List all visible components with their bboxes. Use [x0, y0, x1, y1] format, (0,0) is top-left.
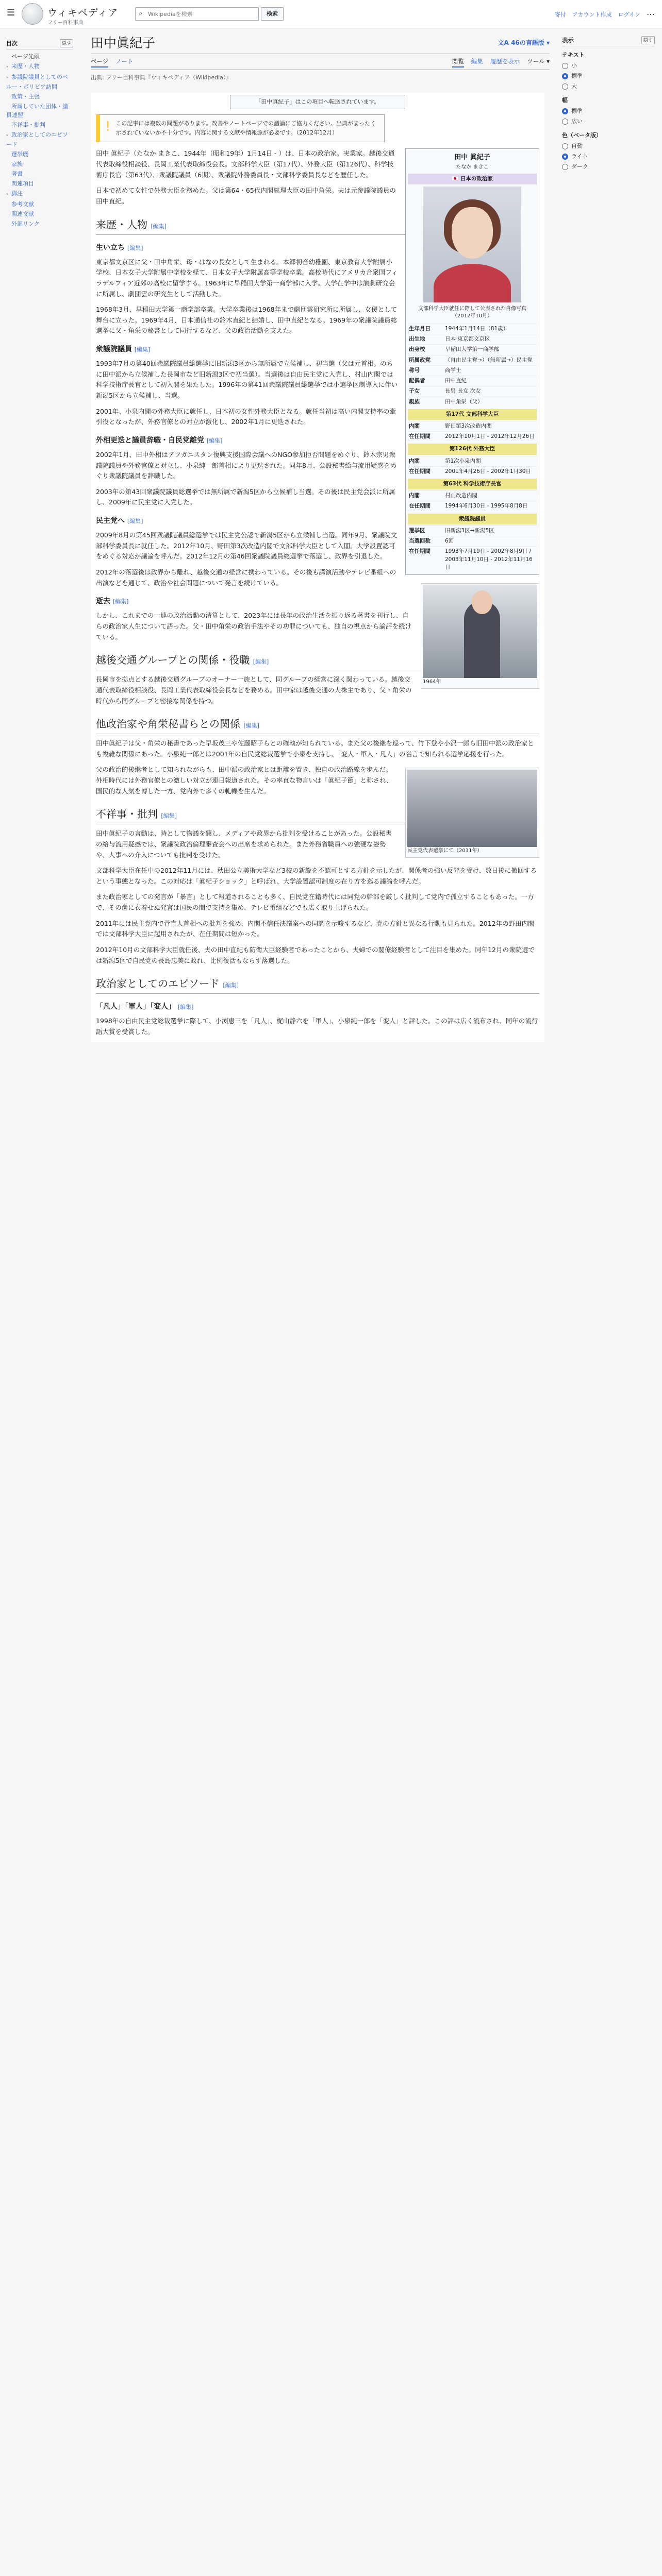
chevron-right-icon[interactable]: › — [6, 192, 8, 197]
section-heading: 政治家としてのエピソード [編集] — [96, 975, 539, 994]
translate-icon: 文A — [498, 39, 511, 46]
color-label: 色（ベータ版） — [562, 132, 602, 139]
tab-page[interactable]: ページ — [91, 57, 108, 67]
toc-title: 目次 — [6, 40, 18, 47]
paragraph: 1993年7月の第40回衆議院議員総選挙に旧新潟3区から無所属で立候補し、初当選（父は元首相。のちに田中派から立候補した長岡市など旧新潟3区で初当選）。当選後は自由民主党に入党し、村山内閣では科学技術庁長官として初入閣を果たした。1996年の第41回衆議院議員総選挙では小選挙区制導入に伴い新潟5区から立候補し、当選。 — [96, 360, 398, 399]
title-area — [91, 31, 550, 84]
toc-item[interactable]: › 来歴・人物 — [6, 61, 73, 72]
color-dark-radio[interactable]: ダーク — [562, 162, 655, 172]
edit-section-link[interactable]: [編集] — [112, 598, 129, 605]
toc-item[interactable]: 不祥事・批判 — [11, 122, 45, 128]
infobox-row: 選挙区 旧新潟3区→新潟5区 — [408, 526, 537, 536]
warning-icon: ! — [105, 119, 111, 135]
section-heading: 衆議院議員 [編集] — [96, 345, 151, 354]
tab-talk[interactable]: ノート — [115, 58, 134, 65]
edit-section-link[interactable]: [編集] — [134, 346, 151, 353]
color-light-radio[interactable]: ライト — [562, 151, 655, 162]
paragraph: 2001年、小泉内閣の外務大臣に就任し、日本初の女性外務大臣となる。就任当初は高い内閣支持率の牽引役となったが、外務官僚との対立が激化し、2002年1月に更迭された。 — [96, 407, 396, 426]
section-heading: 越後交通グループとの関係・役職 [編集] — [96, 652, 539, 670]
toc-item[interactable]: 参考文献 — [11, 201, 34, 208]
infobox-kana: たなか まきこ — [456, 164, 489, 171]
tab-tools[interactable]: ツール ▾ — [527, 58, 550, 65]
toc-item[interactable]: 家族 — [11, 161, 23, 167]
infobox-row: 出生地 日本 東京都文京区 — [408, 334, 537, 344]
paragraph: 父の政治的後継者として知られながらも、田中派の政治家とは距離を置き、独自の政治路線を歩んだ。外相時代には外務官僚との激しい対立が連日報道された。その率直な物言いは「眞紀子節」と称され、国民的な人気を博した一方、党内外で多くの軋轢を生んだ。 — [96, 766, 393, 795]
toc-item[interactable]: › 脚注 — [6, 189, 73, 199]
toc-item[interactable]: 政策・主張 — [11, 93, 40, 100]
maintenance-text: この記事には複数の問題があります。改善やノートページでの議論にご協力ください。出典がまったく示されていないか不十分です。内容に関する文献や情報源が必要です。（2012年12月） — [115, 120, 376, 137]
edit-section-link[interactable]: [編集] — [161, 812, 177, 820]
text-large-radio[interactable]: 大 — [562, 81, 655, 92]
tab-history[interactable]: 履歴を表示 — [490, 58, 520, 65]
section-heading: 生い立ち [編集] — [96, 243, 143, 252]
paragraph: 2003年の第43回衆議院議員総選挙では無所属で新潟5区から立候補し当選。その後は民主党会派に所属し、2009年に民主党に入党した。 — [96, 487, 395, 506]
infobox-row: 配偶者 田中直紀 — [408, 376, 537, 386]
paragraph: 2002年1月、田中外相はアフガニスタン復興支援国際会議へのNGO参加拒否問題をめぐり、鈴木宗男衆議院議員や外務官僚と対立し、小泉純一郎首相により更迭された。同年8月、公設秘書給与流用疑惑をめぐり衆議院議員を辞職した。 — [96, 450, 396, 480]
text-size-label: テキスト — [562, 52, 585, 58]
japan-flag-icon: 🇯🇵 — [452, 175, 460, 182]
toc-item[interactable]: 所属していた団体・議員連盟 — [6, 103, 68, 118]
search-icon: ⌕ — [139, 10, 143, 18]
thumb-caption: 民主党代表選挙にて（2011年） — [407, 848, 483, 854]
paragraph: 2012年の落選後は政界から離れ、越後交通の経営に携わっている。その後も講演活動やテレビ番組への出演などを通じて、政治や社会問題について発言を続けている。 — [96, 568, 396, 587]
paragraph: 1998年の自由民主党総裁選挙に際して、小渕恵三を「凡人」、梶山静六を「軍人」、小泉純一郎を「変人」と評した。この評は広く流布され、同年の流行語大賞を受賞した。 — [96, 1017, 538, 1036]
toc-item[interactable]: ページ先頭 — [11, 53, 40, 60]
maintenance-notice — [96, 114, 385, 142]
infobox-rows — [408, 324, 537, 407]
section-heading: 他政治家や角栄秘書らとの関係 [編集] — [96, 716, 539, 734]
language-button[interactable]: 文A 46の言語版 ▾ — [498, 39, 550, 46]
site-header — [0, 0, 662, 29]
portrait-caption: 文部科学大臣就任に際して公表された肖像写真（2012年10月） — [418, 306, 526, 319]
toc-item[interactable]: 選挙歴 — [11, 151, 28, 158]
infobox-row: 称号 商学士 — [408, 365, 537, 376]
paragraph: 長岡市を拠点とする越後交通グループのオーナー一族として、同グループの経営に深く関わっている。越後交通代表取締役相談役、長岡工業代表取締役会長などを務める。田中家は越後交通の大株主であり、父・角栄の時代から同グループと密接な関係を持つ。 — [96, 675, 412, 705]
paragraph: 東京都文京区に父・田中角栄、母・はなの長女として生まれる。本郷初音幼稚園、東京教育大学附属小学校、日本女子大学附属中学校を経て、日本女子大学附属高等学校卒業。高校時代にアメリカ合衆国フィラデルフィア近郊の高校に留学する。1963年に早稲田大学第一商学部に入学。大学在学中は演劇研究会に所属し、劇団雲の研究生として活動した。 — [96, 258, 398, 298]
section-heading: 来歴・人物 [編集] — [96, 216, 539, 235]
edit-section-link[interactable]: [編集] — [127, 244, 143, 251]
login-link[interactable]: ログイン — [618, 11, 640, 18]
appearance-panel — [562, 31, 655, 172]
text-small-radio[interactable]: 小 — [562, 61, 655, 71]
toc-item[interactable]: 関連項目 — [11, 180, 34, 187]
personal-tools — [555, 9, 655, 19]
donate-link[interactable]: 寄付 — [554, 11, 566, 18]
portrait-photo[interactable] — [423, 187, 521, 302]
infobox-row: 所属政党 （自由民主党→）（無所属→）民主党 — [408, 355, 537, 365]
infobox-row: 在任期間 2012年10月1日 - 2012年12月26日 — [408, 431, 537, 442]
width-wide-radio[interactable]: 広い — [562, 116, 655, 127]
infobox-row: 内閣 第1次小泉内閣 — [408, 456, 537, 466]
toc-list — [6, 52, 73, 229]
page-tabs — [91, 54, 550, 70]
site-tagline: フリー百科事典 — [47, 20, 84, 26]
page-title: 田中眞紀子 — [91, 33, 550, 54]
infobox-row: 出身校 早稲田大学第一商学部 — [408, 344, 537, 354]
chevron-right-icon[interactable]: › — [6, 133, 8, 138]
infobox-row: 子女 長男 長女 次女 — [408, 386, 537, 396]
edit-section-link[interactable]: [編集] — [243, 722, 259, 730]
infobox-row: 在任期間 1993年7月19日 - 2002年8月9日 / 2003年11月10日 - 2012年11月16日 — [408, 546, 537, 572]
infobox-row: 内閣 村山改造内閣 — [408, 490, 537, 501]
office-header: 衆議院議員 — [408, 514, 537, 524]
section-heading: 民主党へ [編集] — [96, 517, 143, 526]
tab-read[interactable]: 閲覧 — [452, 57, 464, 67]
lead-paragraph: 田中 眞紀子（たなか まきこ、1944年（昭和19年）1月14日 - ）は、日本の政治家。実業家。越後交通代表取締役相談役、長岡工業代表取締役会長。文部科学大臣（第17代）、外務大臣（第126代）、科学技術庁長官（第63代）、衆議院議員（6期）、衆議院外務委員長・文部科学委員長などを歴任した。 — [96, 149, 395, 179]
paragraph: 田中眞紀子の言動は、時として物議を醸し、メディアや政界から批判を受けることがあった。公設秘書の給与流用疑惑では、衆議院政治倫理審査会への出席を求められた。また外務省職員への強硬な姿勢や、人事への介入についても批判を受けた。 — [96, 829, 392, 859]
infobox-row: 生年月日 1944年1月14日（81歳） — [408, 324, 537, 334]
main-menu-icon[interactable]: ☰ — [6, 7, 15, 18]
article-content — [91, 93, 544, 1042]
section-heading: 不祥事・批判 [編集] — [96, 806, 539, 824]
toc-item[interactable]: › 参議院議員としてのペルー・ボリビア訪問 — [6, 74, 68, 90]
infobox-row: 在任期間 2001年4月26日 - 2002年1月30日 — [408, 466, 537, 477]
edit-section-link[interactable]: [編集] — [177, 1004, 194, 1011]
hatnote: 「田中真紀子」はこの項目へ転送されています。 — [230, 95, 405, 109]
toc-hide-button[interactable]: 隠す — [60, 39, 73, 47]
edit-section-link[interactable]: [編集] — [206, 437, 223, 444]
thumb-1964[interactable] — [421, 583, 539, 689]
from-line: 出典: フリー百科事典『ウィキペディア（Wikipedia）』 — [91, 74, 232, 81]
paragraph: 2012年10月の文部科学大臣就任後、夫の田中直紀も防衛大臣経験者であったことから、夫婦での閣僚経験者として注目を集めた。同年12月の衆院選では新潟5区で自民党の長島忠美に敗れ、比例復活もならず落選した。 — [96, 945, 535, 964]
search-input[interactable] — [147, 9, 256, 19]
appearance-header — [562, 36, 655, 46]
lead-paragraph-2: 日本で初めて女性で外務大臣を務めた。父は第64・65代内閣総理大臣の田中角栄。夫は元参議院議員の田中直紀。 — [96, 187, 396, 205]
chevron-right-icon[interactable]: › — [6, 64, 8, 70]
width-label: 幅 — [562, 97, 568, 104]
toc-item[interactable]: 外部リンク — [11, 221, 40, 227]
infobox-row: 内閣 野田第3次改造内閣 — [408, 421, 537, 431]
paragraph: 2011年には民主党内で菅直人首相への批判を強め、内閣不信任決議案への同調を示唆するなど、党の方針と異なる行動も見られた。2012年の野田内閣では文部科学大臣に起用されたが、在任期間は短かった。 — [96, 919, 535, 938]
tab-edit[interactable]: 編集 — [471, 58, 483, 65]
thumb-politics[interactable] — [405, 768, 539, 858]
text-standard-radio[interactable]: 標準 — [562, 71, 655, 81]
toc-item[interactable]: 関連文献 — [11, 211, 34, 217]
toc-item[interactable]: › 政治家としてのエピソード — [6, 131, 68, 148]
toc-header — [6, 39, 73, 49]
paragraph: 1968年3月、早稲田大学第一商学部卒業。大学卒業後は1968年まで劇団雲研究所に所属し、女優として舞台に立った。1969年4月、日本通信社の鈴木直紀と結婚し、田中直紀となる。1969年の衆議院議員総選挙に父・角栄の秘書として同行するなど、父の政治活動を支えた。 — [96, 306, 398, 335]
edit-section-link[interactable]: [編集] — [253, 658, 269, 666]
office-header: 第126代 外務大臣 — [408, 444, 537, 454]
edit-section-link[interactable]: [編集] — [151, 223, 167, 230]
section-heading: 外相更迭と議員辞職・自民党離党 [編集] — [96, 436, 223, 445]
infobox-row: 親族 田中角栄（父） — [408, 397, 537, 407]
paragraph: 文部科学大臣在任中の2012年11月には、秋田公立美術大学など3校の新設を不認可とする方針を示したが、関係者の強い反発を受け、数日後に撤回するという事態となった。この対応は「眞紀子ショック」と呼ばれ、大学設置認可制度の在り方を巡る議論を呼んだ。 — [96, 867, 537, 885]
search-button[interactable]: 検索 — [261, 7, 284, 21]
section-heading: 逝去 [編集] — [96, 597, 129, 606]
thumb-caption: 1964年 — [423, 679, 441, 685]
paragraph: また政治家としての発言が「暴言」として報道されることも多く、自民党在籍時代には同党の幹部を厳しく批判して党内で孤立することもあった。一方で、その歯に衣着せぬ発言は国民の間で支持を集め、テレビ番組などでも広く取り上げられた。 — [96, 893, 534, 912]
paragraph: しかし、これまでの一連の政治活動の清算として、2023年には長年の政治生活を振り返る著書を刊行し、自らの政治家人生について語った。父・田中角栄の政治手法やその功罪についても、独自の視点から論評を続けている。 — [96, 612, 412, 641]
paragraph: 2009年8月の第45回衆議院議員総選挙では民主党公認で新潟5区から立候補し当選。同年9月、衆議院文部科学委員長に就任した。2012年10月、野田第3次改造内閣で文部科学大臣として入閣。大学設置認可をめぐる対応が議論を呼んだ。2012年12月の第46回衆議院議員総選挙で落選し、政界を引退した。 — [96, 531, 398, 561]
site-wordmark[interactable]: ウィキペディア — [47, 7, 119, 19]
color-auto-radio[interactable]: 自動 — [562, 141, 655, 151]
infobox-flag-caption: 🇯🇵 日本の政治家 — [408, 174, 537, 184]
toc-item[interactable]: 著書 — [11, 171, 23, 177]
edit-section-link[interactable]: [編集] — [223, 982, 239, 989]
toc-sidebar — [0, 29, 77, 2576]
more-options-icon[interactable]: ⋯ — [647, 9, 655, 19]
chevron-right-icon[interactable]: › — [6, 75, 8, 80]
edit-section-link[interactable]: [編集] — [127, 518, 143, 525]
office-header: 第17代 文部科学大臣 — [408, 409, 537, 420]
infobox-offices — [408, 409, 537, 572]
create-account-link[interactable]: アカウント作成 — [572, 11, 612, 18]
appearance-hide-button[interactable]: 隠す — [641, 36, 655, 44]
wikipedia-logo-icon[interactable] — [22, 3, 43, 25]
infobox-name: 田中 眞紀子 — [454, 154, 490, 162]
infobox — [405, 148, 539, 575]
width-standard-radio[interactable]: 標準 — [562, 106, 655, 116]
infobox-row: 在任期間 1994年6月30日 - 1995年8月8日 — [408, 501, 537, 511]
office-header: 第63代 科学技術庁長官 — [408, 479, 537, 489]
paragraph: 田中眞紀子は父・角栄の秘書であった早坂茂三や佐藤昭子らとの確執が知られている。また父の後継を巡って、竹下登や小沢一郎ら旧田中派の政治家とも複雑な関係にあった。小泉純一郎とは2001年の自民党総裁選挙で小泉を支持し、「変人・軍人・凡人」の名言で知られる選挙応援を行った。 — [96, 739, 534, 758]
appearance-title: 表示 — [562, 37, 574, 44]
infobox-row: 当選回数 6回 — [408, 536, 537, 546]
search-box[interactable] — [135, 7, 259, 21]
section-heading: 「凡人」「軍人」「変人」 [編集] — [96, 1003, 194, 1011]
